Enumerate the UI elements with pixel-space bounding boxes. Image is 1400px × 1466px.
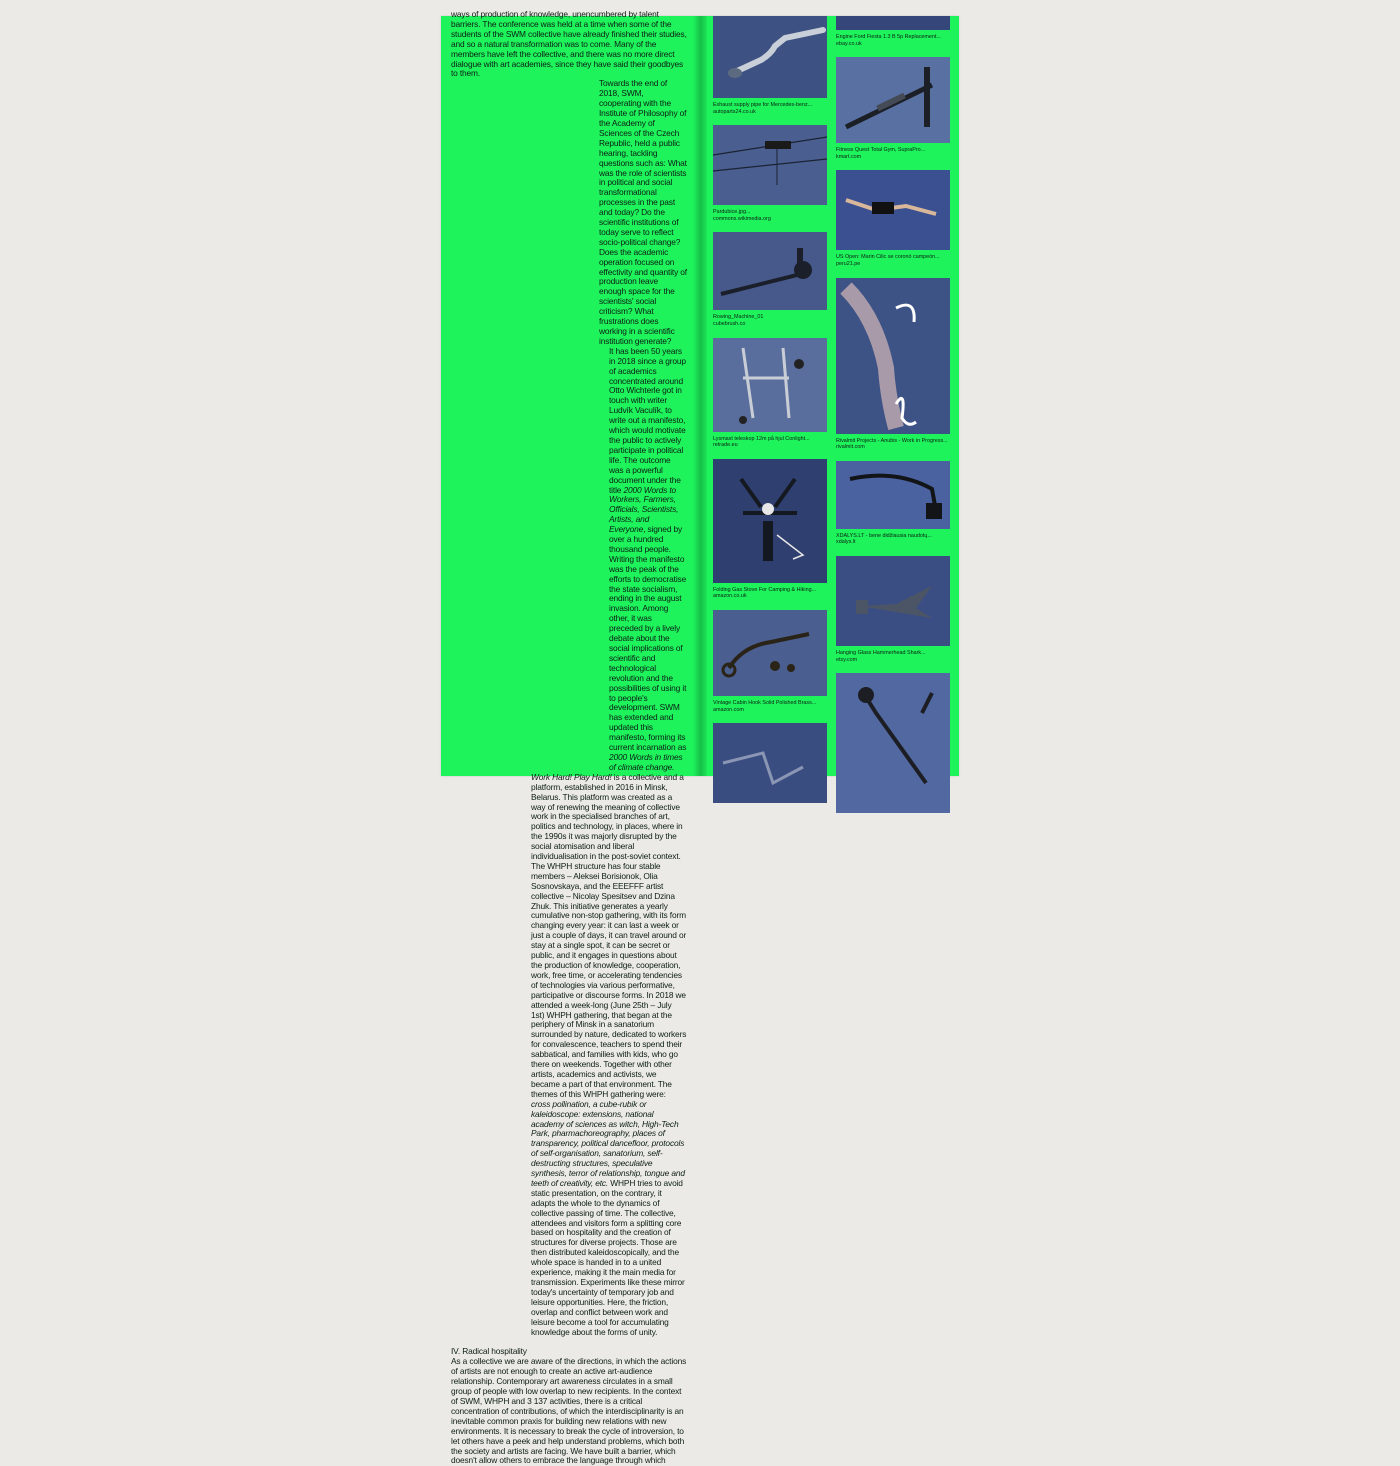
paragraph-2: Towards the end of 2018, SWM, cooperating with the Institute of Philosophy of the Academy of Sciences of the Czech Republic, held a public hearing, tackling questions such as: What was the role of scientists in political and social transformational processes in the past and today? Do the scientific institutions of today serve to reflect socio-political change? Does the academic operation focused on effectivity and quantity of production leave enough space for the scientists' social criticism? What frustrations does working in a scientific institution generate? [599,78,687,346]
paragraph-5: As a collective we are aware of the directions, in which the actions of artists are not enough to create an active art-audience relationship. Contemporary art awareness circulates in a small group of people with low overlap to new recipients. In the context of SWM, WHPH and 3 137 activities, there is a critical concentration of contributions, of which the interdisciplinarity is an inevitable common praxis for building new relations with new environments. It is necessary to break the cycle of introversion, to let others have a peek and help understand problems, which both the society and artists are facing. We have built a barrier, which doesn't allow others to embrace the language through which [451,1356,687,1466]
engine-image [836,16,950,30]
image-column-right [836,16,950,813]
caption: US Open: Marin Cilic se coronó campeón... peru21.pe [836,254,940,267]
cable-car-image [713,125,827,205]
object-image [713,723,827,803]
caption: Rowing_Machine_01 cubebrush.co [713,314,764,327]
photo-anubis [836,278,950,434]
photo-lamp [836,673,950,813]
caption: Lysmast teleskop 12m på hjul Conlight... retrade.eu [713,435,810,449]
photo-gas-stove [713,459,827,583]
caption: Engine Ford Fiesta 1.3 B 5p Replacement... ebay.co.uk [836,34,941,47]
magazine-spread [441,9,959,1466]
photo-engine [836,16,950,30]
caption: Rivalmit Projects - Anubis - Work in Progress... rivalmit.com [836,437,948,451]
photo-light-mast [713,338,827,432]
paragraph-4: Work Hard! Play Hard! is a collective and a platform, established in 2016 in Minsk, Belarus. This platform was created as a way of renewing the meaning of collective work in the specialised branches of art, politics and technology, in places, where in the 1990s it was majorly disrupted by the social atomisation and liberal individualisation in the post-soviet context. The WHPH structure has four stable members – Aleksei Borisionok, Olia Sosnovskaya, and the EEEFFF artist collective – Nicolay Spesitsev and Dzina Zhuk. This initiative generates a yearly cumulative non-stop gathering, with its form changing every year: it can last a week or just a couple of days, it can travel around or stay at a single spot, it can be secret or public, and it engages in questions about the production of knowledge, cooperation, work, free time, or accelerating tendencies of technologies via various performative, participative or discourse forms. In 2018 we attended a week-long (June 25th – July 1st) WHPH gathering, that began at the periphery of Minsk in a sanatorium surrounded by nature, dedicated to workers for convalescence, teachers to spend their sabbatical, and families with kids, who go there on weekends. Together with other artists, academics and activists, we became a part of that environment. The themes of this WHPH gathering were: cross pollination, a cube-rubik or kaleidoscope: extensions, national academy of sciences as witch, High-Tech Park, pharmachoreography, places of transparency, political dancefloor, protocols of self-organisation, sanatorium, self-destructing structures, speculative synthesis, terror of relationship, tongue and teeth of creativity, etc. WHPH tries to avoid static presentation, on the contrary, it adapts the whole to the dynamics of collective passing of time. The collective, attendees and visitors form a splitting core based on hospitality and the creation of structures for diverse projects. Those are then distributed kaleidoscopically, and the whole space is handed in to a united experience, making it the main media for transmission. Experiments like these mirror today's uncertainty of temporary job and leisure opportunities. Here, the friction, overlap and conflict between work and leisure become a tool for accumulating knowledge about the forms of unity. [531,771,687,1337]
photo-tennis-player [836,170,950,250]
section-heading: IV. Radical hospitality [451,1346,527,1357]
caption: Folding Gas Stove For Camping & Hiking... amazon.co.uk [713,586,817,600]
paragraph-3: It has been 50 years in 2018 since a group of academics concentrated around Otto Wichterle got in touch with writer Ludvík Vaculík, to write out a manifesto, which would motivate the public to actively participate in political life. The outcome was a powerful document under the title 2000 Words to Workers, Farmers, Officials, Scientists, Artists, and Everyone, signed by over a hundred thousand people. Writing the manifesto was the peak of the efforts to democratise the state socialism, ending in the august invasion. Among other, it was preceded by a lively debate about the social implications of scientific and technological revolution and the possibilities of using it to people's development. SWM has extended and updated this manifesto, forming its current incarnation as 2000 Words in times of climate change. [609,345,687,772]
caption: Hanging Glass Hammerhead Shark... etsy.com [836,649,926,663]
photo-cabin-hook [713,610,827,696]
paragraph-1: ways of production of knowledge, unencumbered by talent barriers. The conference was held at a time when some of the students of the SWM collective have already finished their studies, and so a natural transformation was to come. Many of the members have left the collective, and there was no more direct dialogue with art academies, since they have said their goodbyes to them. [451,9,687,79]
photo-hammerhead-shark [836,556,950,646]
anubis-image [836,278,950,434]
photo-rowing-machine [713,232,827,310]
caption: Vintage Cabin Hook Solid Polished Brass... amazon.com [713,699,817,713]
photo-xdalys [836,461,950,529]
tennis-player-image [836,170,950,250]
photo-pardubice [713,125,827,205]
exhaust-pipe-image [713,16,827,98]
left-page-text [451,10,687,1466]
total-gym-image [836,57,950,143]
car-part-image [836,461,950,529]
lamp-image [836,673,950,813]
page-gutter [693,16,707,776]
caption: Pardubice.jpg... commons.wikimedia.org [713,209,771,222]
photo-exhaust-pipe [713,16,827,98]
light-mast-image [713,338,827,432]
photo-total-gym [836,57,950,143]
caption: XDALYS.LT - bene didžiausia naudotų... xdalys.lt [836,532,932,546]
hammerhead-shark-image [836,556,950,646]
gas-stove-image [713,459,827,583]
photo-object [713,723,827,803]
caption: Exhaust supply pipe for Mercedes-benz... autoparts24.co.uk [713,102,813,115]
rowing-machine-image [713,232,827,310]
cabin-hook-image [713,610,827,696]
image-column-left [713,16,827,803]
caption: Fitness Quest Total Gym, SupraPro... kmart.com [836,147,926,160]
